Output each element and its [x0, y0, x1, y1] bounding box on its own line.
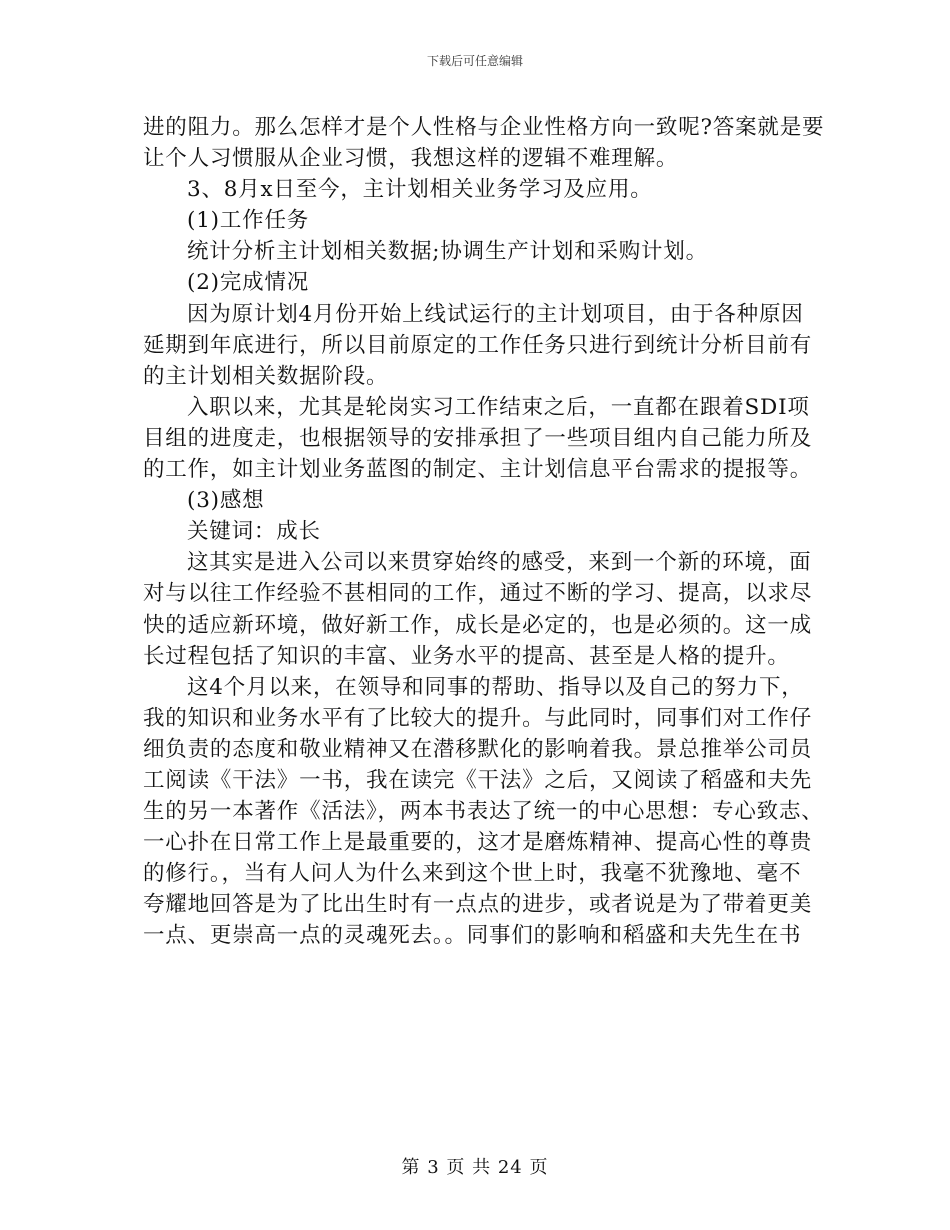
text-line: 的工作，如主计划业务蓝图的制定、主计划信息平台需求的提报等。 [143, 457, 813, 483]
document-body [143, 112, 825, 952]
text-line: 工阅读《干法》一书，我在读完《干法》之后，又阅读了稻盛和夫先 [143, 767, 813, 793]
text-line: 我的知识和业务水平有了比较大的提升。与此同时，同事们对工作仔 [143, 705, 813, 731]
text-line: 长过程包括了知识的丰富、业务水平的提高、甚至是人格的提升。 [143, 643, 790, 669]
text-line: 目组的进度走，也根据领导的安排承担了一些项目组内自己能力所及 [143, 425, 813, 451]
text-line: 夸耀地回答是为了比出生时有一点点的进步，或者说是为了带着更美 [143, 892, 813, 918]
text-line: 细负责的态度和敬业精神又在潜移默化的影响着我。景总推举公司员 [143, 736, 813, 762]
text-line: 生的另一本著作《活法》，两本书表达了统一的中心思想：专心致志、 [143, 799, 824, 825]
text-line: 快的适应新环境，做好新工作，成长是必定的，也是必须的。这一成 [143, 612, 813, 638]
text-line: 一心扑在日常工作上是最重要的，这才是磨炼精神、提高心性的尊贵 [143, 830, 813, 856]
text-line: 这其实是进入公司以来贯穿始终的感受，来到一个新的环境，面 [187, 550, 812, 576]
text-line: 让个人习惯服从企业习惯，我想这样的逻辑不难理解。 [143, 146, 679, 172]
text-line: 延期到年底进行，所以目前原定的工作任务只进行到统计分析目前有 [143, 332, 813, 358]
page-footer: 第 3 页 共 24 页 [401, 1157, 549, 1178]
text-line: 的主计划相关数据阶段。 [143, 363, 389, 389]
text-line: 入职以来，尤其是轮岗实习工作结束之后，一直都在跟着SDI项 [187, 394, 810, 420]
text-line: (3)感想 [187, 488, 265, 514]
text-line: 的修行。，当有人问人为什么来到这个世上时，我毫不犹豫地、毫不 [143, 861, 802, 887]
text-line: 一点、更崇高一点的灵魂死去。。同事们的影响和稻盛和夫先生在书 [143, 923, 802, 949]
page-header: 下载后可任意编辑 [426, 54, 523, 68]
text-line: (1)工作任务 [187, 208, 310, 234]
text-line: 关键词：成长 [187, 519, 321, 545]
text-line: 进的阻力。那么怎样才是个人性格与企业性格方向一致呢?答案就是要 [143, 115, 825, 140]
text-line: 这4个月以来，在领导和同事的帮助、指导以及自己的努力下， [187, 674, 804, 700]
text-line: 对与以往工作经验不甚相同的工作，通过不断的学习、提高，以求尽 [143, 581, 813, 607]
text-line: 因为原计划4月份开始上线试运行的主计划项目，由于各种原因 [187, 301, 804, 327]
text-line: 统计分析主计划相关数据;协调生产计划和采购计划。 [187, 239, 708, 265]
text-line: (2)完成情况 [187, 270, 310, 296]
text-line: 3、8月x日至今，主计划相关业务学习及应用。 [187, 177, 653, 203]
